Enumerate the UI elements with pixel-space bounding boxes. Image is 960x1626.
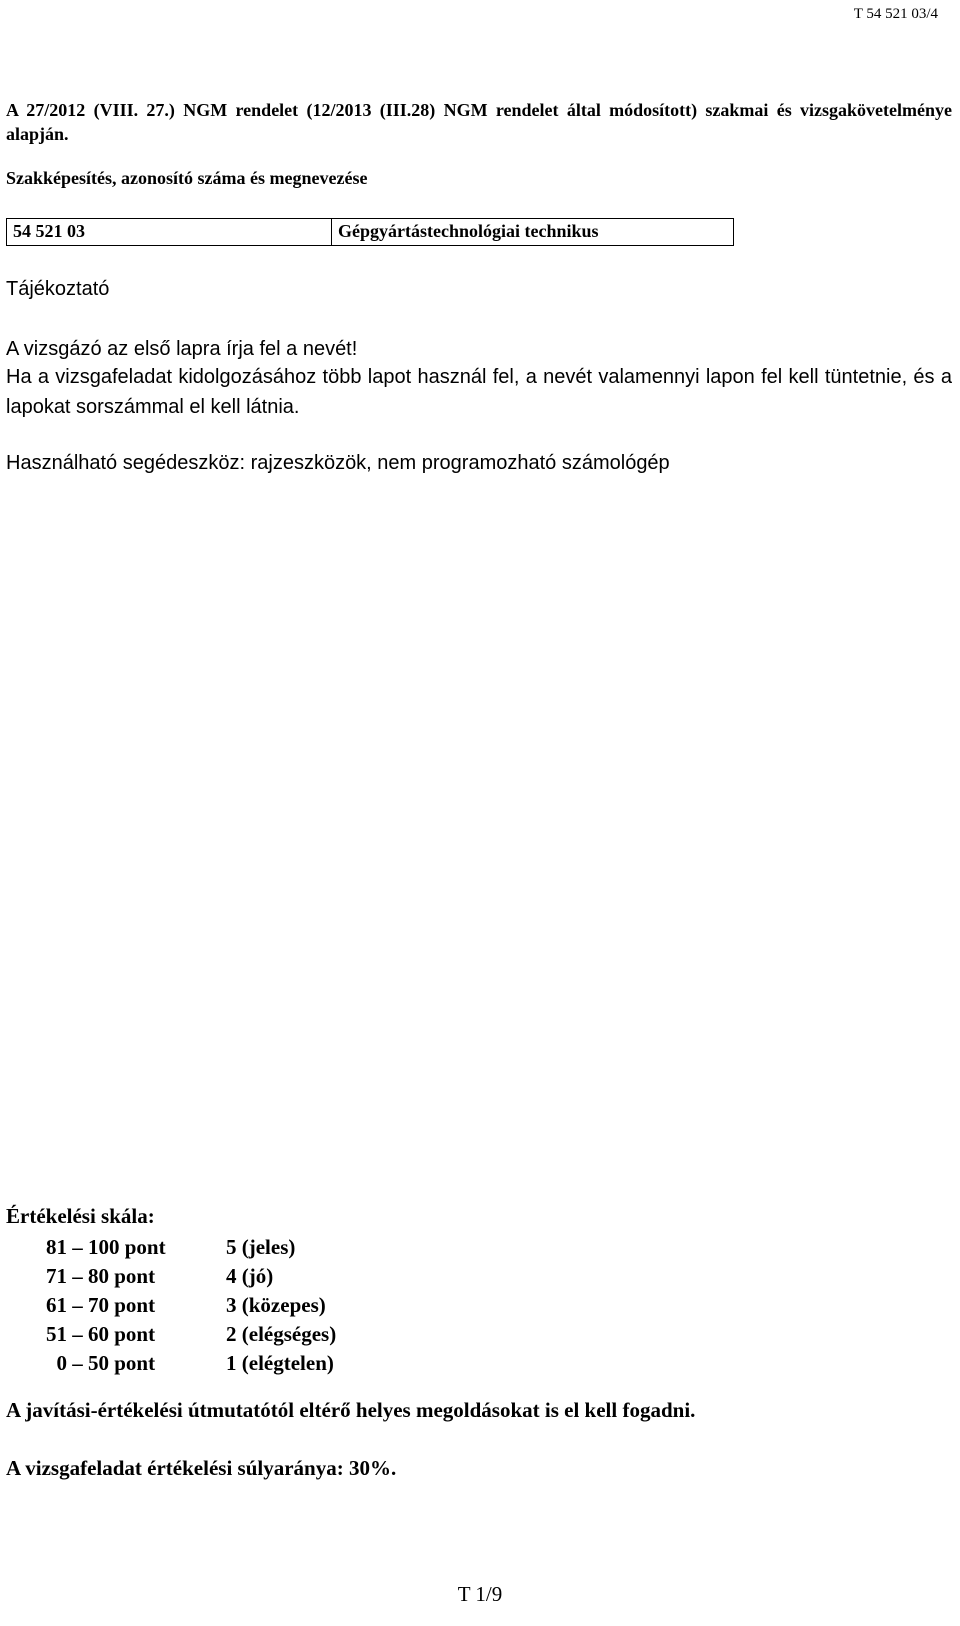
qualification-code: 54 521 03 [7,219,332,245]
qualification-name: Gépgyártástechnológiai technikus [338,221,599,241]
score-range: 61 – 70 pont [46,1293,156,1317]
grade: 5 (jeles) [226,1235,296,1259]
qualification-caption: Szakképesítés, azonosító száma és megnevezése [6,168,368,188]
table-row [46,1233,336,1262]
table-row [46,1349,336,1378]
grade: 4 (jó) [226,1264,274,1288]
score-range: 51 – 60 pont [46,1322,156,1346]
grading-scale-heading: Értékelési skála: [6,1204,155,1228]
qualification-table [6,218,734,246]
table-row [46,1262,336,1291]
alternative-solutions-note: A javítási-értékelési útmutatótól eltérő helyes megoldásokat is el kell fogadni. [6,1398,696,1422]
document-code: T 54 521 03/4 [853,6,938,22]
score-range: 71 – 80 pont [46,1264,156,1288]
grade: 1 (elégtelen) [226,1351,334,1375]
page-number: T 1/9 [457,1582,503,1606]
grade: 3 (közepes) [226,1293,326,1317]
task-weight: A vizsgafeladat értékelési súlyaránya: 30%. [6,1456,397,1480]
grading-scale-table [46,1233,336,1378]
allowed-aids: Használható segédeszköz: rajzeszközök, nem programozható számológép [6,452,670,474]
info-multipage-instruction: Ha a vizsgafeladat kidolgozásához több lapot használ fel, a nevét valamennyi lapon fel kell tüntetnie, és a lapokat sorszámmal el kell látnia. [6,366,952,418]
table-row [46,1291,336,1320]
regulation-text: A 27/2012 (VIII. 27.) NGM rendelet (12/2013 (III.28) NGM rendelet által módosított) szakmai és vizsgakövetelménye alapján. [6,100,952,144]
grade: 2 (elégséges) [226,1322,337,1346]
table-row [46,1320,336,1349]
score-range: 0 – 50 pont [46,1351,156,1375]
info-name-instruction: A vizsgázó az első lapra írja fel a nevét! [6,338,358,360]
info-heading: Tájékoztató [6,278,110,300]
score-range: 81 – 100 pont [46,1235,166,1259]
